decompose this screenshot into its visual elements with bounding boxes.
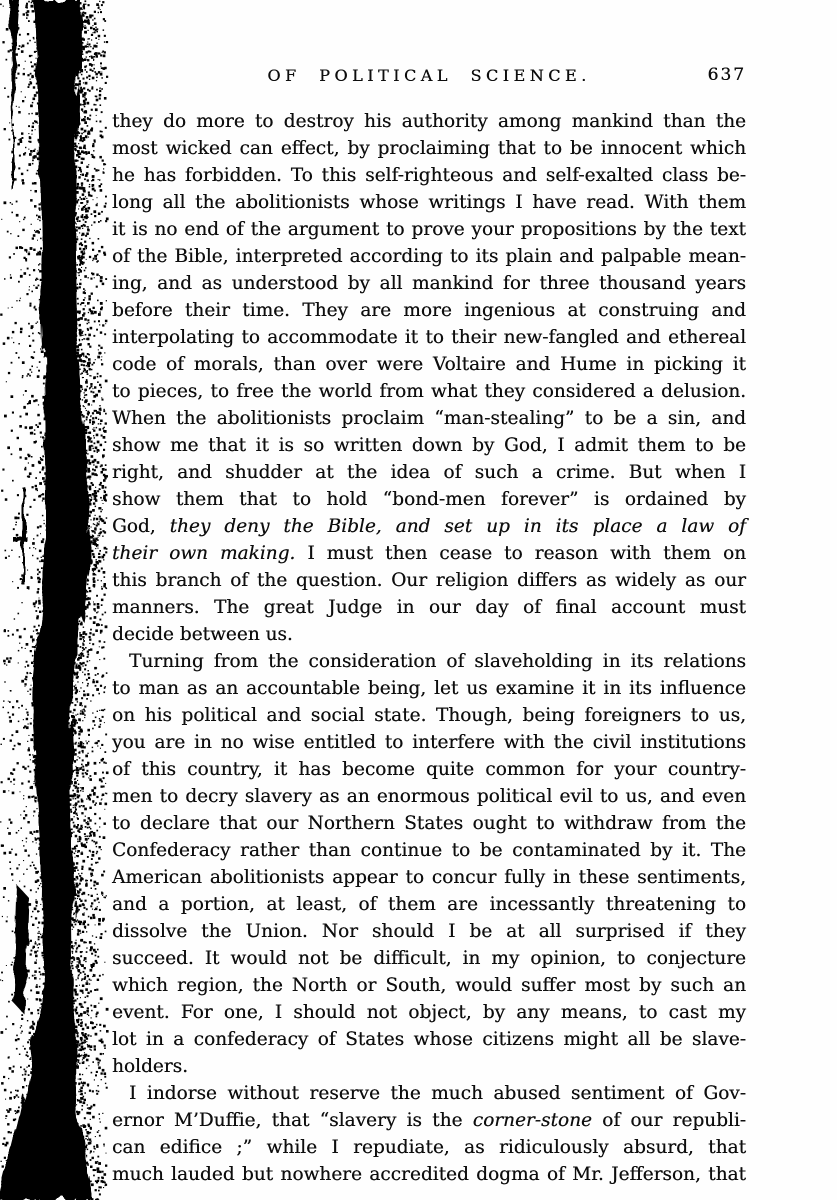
text-segment: American abolitionists appear to concur fully in these sentiments,: [112, 867, 746, 888]
text-line: [112, 864, 746, 891]
text-line: [112, 432, 746, 459]
text-line: [112, 1026, 746, 1053]
text-segment: he has forbidden. To this self-righteous and self-exalted class be-: [112, 165, 746, 186]
text-line: [112, 513, 746, 540]
text-segment: to pieces, to free the world from what they considered a delusion.: [112, 381, 746, 402]
text-line: [112, 783, 746, 810]
text-line: [112, 756, 746, 783]
text-line: [112, 297, 746, 324]
text-segment: succeed. It would not be difficult, in my opinion, to conjecture: [112, 948, 746, 969]
text-segment: code of morals, than over were Voltaire and Hume in picking it: [112, 354, 746, 375]
text-line: [112, 567, 746, 594]
binding-stain-side-blob: [13, 885, 29, 1015]
text-line: [112, 945, 746, 972]
text-line: [112, 459, 746, 486]
text-line: [112, 1134, 746, 1161]
text-segment: event. For one, I should not object, by any means, to cast my: [112, 1002, 746, 1023]
text-segment: lot in a confederacy of States whose citizens might all be slave-: [112, 1029, 746, 1050]
text-segment: before their time. They are more ingenious at construing and: [112, 300, 746, 321]
paragraph: [112, 648, 746, 1080]
text-segment: show them that to hold “bond-men forever” is ordained by: [112, 489, 746, 510]
binding-stain-band: [0, 0, 93, 1200]
text-line: [112, 918, 746, 945]
text-line: [112, 891, 746, 918]
text-segment: to declare that our Northern States ought to withdraw from the: [112, 813, 746, 834]
text-line: [112, 324, 746, 351]
text-segment: of the Bible, interpreted according to its plain and palpable mean-: [112, 246, 746, 267]
italic-text: their own making.: [112, 543, 296, 564]
binding-stain-top-spike: [9, 0, 20, 138]
body-text: [112, 108, 746, 1188]
text-line: [112, 1107, 746, 1134]
text-segment: men to decry slavery as an enormous political evil to us, and even: [112, 786, 746, 807]
text-segment: of our republi-: [591, 1110, 747, 1131]
text-line: [112, 837, 746, 864]
text-segment: most wicked can effect, by proclaiming that to be innocent which: [112, 138, 746, 159]
text-segment: to man as an accountable being, let us examine it in its influence: [112, 678, 746, 699]
binding-stain-tick-cross: [13, 537, 28, 542]
text-segment: you are in no wise entitled to interfere with the civil institutions: [112, 732, 746, 753]
italic-text: corner-stone: [472, 1110, 592, 1131]
binding-ink-stain: [0, 0, 112, 1200]
text-segment: and a portion, at least, of them are incessantly threatening to: [112, 894, 746, 915]
text-line: [112, 675, 746, 702]
text-segment: holders.: [112, 1056, 188, 1077]
text-segment: ernor M’Duffie, that “slavery is the: [112, 1110, 473, 1131]
text-line: [112, 486, 746, 513]
text-line: [112, 702, 746, 729]
text-line: [112, 189, 746, 216]
text-line: [112, 648, 746, 675]
text-line: [112, 540, 746, 567]
text-segment: dissolve the Union. Nor should I be at all surprised if they: [112, 921, 746, 942]
text-line: [112, 999, 746, 1026]
text-segment: can edifice ;” while I repudiate, as ridiculously absurd, that: [112, 1137, 746, 1158]
text-segment: I must then cease to reason with them on: [295, 543, 747, 564]
text-segment: right, and shudder at the idea of such a crime. But when I: [112, 462, 746, 483]
text-segment: Confederacy rather than continue to be contaminated by it. The: [112, 840, 746, 861]
text-segment: this branch of the question. Our religion differs as widely as our: [112, 570, 746, 591]
text-segment: long all the abolitionists whose writings I have read. With them: [112, 192, 746, 213]
text-segment: much lauded but nowhere accredited dogma of Mr. Jefferson, that: [112, 1164, 746, 1185]
page-number: 637: [707, 65, 746, 85]
binding-stain-tick-vertical: [22, 487, 25, 585]
text-line: [112, 270, 746, 297]
text-line: [112, 216, 746, 243]
text-segment: manners. The great Judge in our day of final account must: [112, 597, 746, 618]
binding-stain-hairline: [12, 130, 14, 190]
text-line: [112, 162, 746, 189]
text-segment: Turning from the consideration of slaveholding in its relations: [129, 651, 746, 672]
italic-text: they deny the Bible, and set up in its place a law of: [169, 516, 746, 537]
text-line: [112, 108, 746, 135]
paragraph: [112, 108, 746, 648]
text-line: [112, 378, 746, 405]
text-segment: they do more to destroy his authority among mankind than the: [112, 111, 746, 132]
text-segment: on his political and social state. Though, being foreigners to us,: [112, 705, 746, 726]
text-line: [112, 594, 746, 621]
text-line: [112, 621, 746, 648]
paragraph: [112, 1080, 746, 1188]
text-segment: interpolating to accommodate it to their new-fangled and ethereal: [112, 327, 746, 348]
text-line: [112, 351, 746, 378]
text-line: [112, 405, 746, 432]
text-line: [112, 729, 746, 756]
text-segment: it is no end of the argument to prove your propositions by the text: [112, 219, 746, 240]
text-line: [112, 1053, 746, 1080]
text-line: [112, 810, 746, 837]
text-segment: of this country, it has become quite common for your country-: [112, 759, 746, 780]
text-segment: I indorse without reserve the much abused sentiment of Gov-: [129, 1083, 746, 1104]
text-segment: decide between us.: [112, 624, 293, 645]
running-header-title: OF POLITICAL SCIENCE.: [267, 66, 591, 85]
text-line: [112, 1080, 746, 1107]
text-segment: ing, and as understood by all mankind for three thousand years: [112, 273, 746, 294]
text-line: [112, 1161, 746, 1188]
text-line: [112, 243, 746, 270]
text-segment: which region, the North or South, would suffer most by such an: [112, 975, 746, 996]
text-segment: When the abolitionists proclaim “man-stealing” to be a sin, and: [112, 408, 746, 429]
text-segment: show me that it is so written down by God, I admit them to be: [112, 435, 746, 456]
text-line: [112, 972, 746, 999]
text-segment: God,: [112, 516, 170, 537]
text-line: [112, 135, 746, 162]
